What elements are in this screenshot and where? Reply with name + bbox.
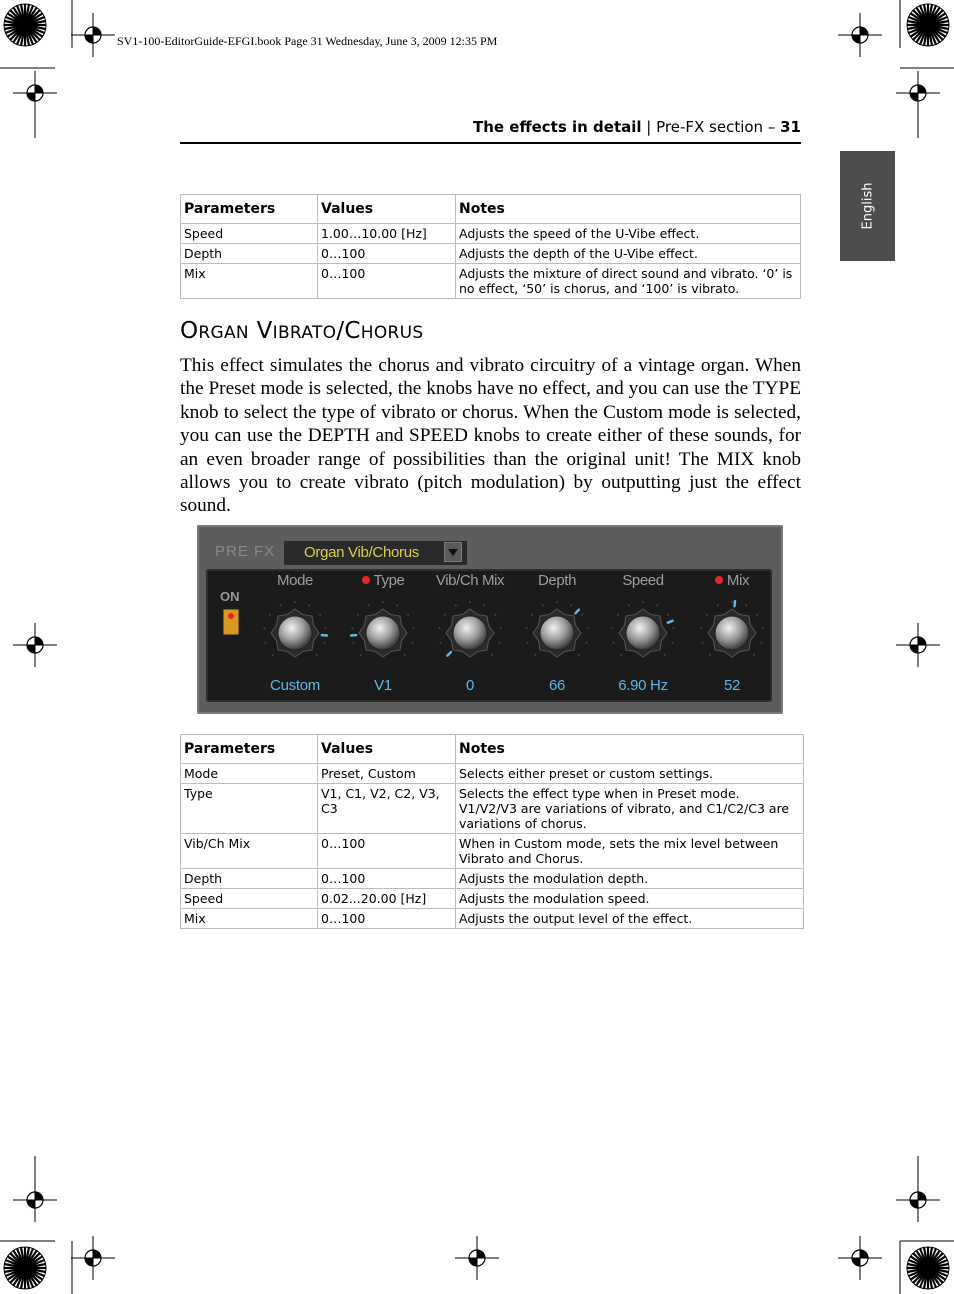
table-cell: Speed — [181, 224, 318, 244]
heading-smallcaps: IBRATO — [272, 323, 337, 343]
knob-value: 0 — [465, 677, 475, 694]
table-cell: 0…100 — [318, 244, 456, 264]
knob-label: Vib/Ch Mix — [435, 572, 505, 589]
knob-value: 6.90 Hz — [618, 677, 668, 694]
organ-vibrato-parameter-table — [180, 734, 804, 929]
knob-speed[interactable] — [608, 598, 678, 668]
table-cell: Adjusts the output level of the effect. — [456, 909, 804, 929]
heading-slash: / — [336, 318, 345, 344]
table-cell: 0…100 — [318, 834, 456, 869]
knob-label: Mix — [687, 572, 777, 589]
knob-vib-ch-mix[interactable] — [435, 598, 505, 668]
table-row — [181, 264, 801, 299]
table-cell: 1.00…10.00 [Hz] — [318, 224, 456, 244]
table-cell: When in Custom mode, sets the mix level between Vibrato and Chorus. — [456, 834, 804, 869]
table-cell: Mix — [181, 909, 318, 929]
table-row — [181, 784, 804, 834]
header-separator: | — [641, 118, 657, 136]
status-led — [362, 576, 370, 584]
column-header: Values — [318, 195, 456, 224]
section-heading — [180, 318, 423, 344]
knob-mode[interactable] — [260, 598, 330, 668]
table-cell: 0…100 — [318, 869, 456, 889]
table-cell: 0…100 — [318, 264, 456, 299]
status-led — [715, 576, 723, 584]
knob-depth[interactable] — [522, 598, 592, 668]
column-header: Parameters — [181, 735, 318, 764]
pre-fx-panel-screenshot — [197, 525, 783, 714]
table-cell: Adjusts the speed of the U-Vibe effect. — [456, 224, 801, 244]
body-paragraph: This effect simulates the chorus and vibrato circuitry of a vintage organ. When the Preset mode is selected, the knobs have no effect, and you can use the TYPE knob to select the type of vibrato or chorus. When the Custom mode is selected, you can use the DEPTH and SPEED knobs to create either of these sounds, for an even broader range of possibilities than the original unit! The MIX knob allows you to create vibrato (pitch modulation) by outputting just the effect sound. — [180, 355, 801, 517]
table-cell: Adjusts the depth of the U-Vibe effect. — [456, 244, 801, 264]
knob-label: Depth — [537, 572, 577, 589]
table-cell: Depth — [181, 244, 318, 264]
table-cell: Preset, Custom — [318, 764, 456, 784]
header-rule — [180, 142, 801, 144]
on-label: ON — [220, 589, 240, 604]
knob-value: Custom — [270, 677, 320, 694]
knob-value: 52 — [723, 677, 741, 694]
knob-mix[interactable] — [697, 598, 767, 668]
language-tab — [840, 151, 895, 261]
table-header-row — [181, 735, 804, 764]
table-row — [181, 889, 804, 909]
table-row — [181, 244, 801, 264]
column-header: Parameters — [181, 195, 318, 224]
uvibe-parameter-table — [180, 194, 801, 299]
print-slug-line: SV1-100-EditorGuide-EFGI.book Page 31 Wednesday, June 3, 2009 12:35 PM — [117, 34, 498, 48]
table-cell: V1, C1, V2, C2, V3, C3 — [318, 784, 456, 834]
on-toggle-button[interactable] — [223, 609, 239, 635]
knob-value: V1 — [374, 677, 392, 694]
effect-selector[interactable]: Organ Vib/Chorus — [284, 541, 467, 565]
table-cell: Adjusts the modulation speed. — [456, 889, 804, 909]
table-row — [181, 224, 801, 244]
table-cell: Adjusts the modulation depth. — [456, 869, 804, 889]
heading-smallcaps: RGAN — [198, 323, 249, 343]
header-subsection: Pre-FX section — [656, 118, 764, 136]
knob-label: Speed — [622, 572, 664, 589]
column-header: Notes — [456, 735, 804, 764]
table-cell: Adjusts the mixture of direct sound and vibrato. ‘0’ is no effect, ‘50’ is chorus, and ‘100’ is vibrato. — [456, 264, 801, 299]
table-cell: 0.02...20.00 [Hz] — [318, 889, 456, 909]
table-cell: Speed — [181, 889, 318, 909]
table-cell: Type — [181, 784, 318, 834]
table-row — [181, 834, 804, 869]
knob-label: Type — [338, 572, 428, 589]
table-cell: Selects either preset or custom settings. — [456, 764, 804, 784]
heading-initial: O — [180, 318, 199, 344]
chevron-down-icon[interactable] — [444, 542, 462, 562]
table-cell: Mode — [181, 764, 318, 784]
pre-fx-topbar — [206, 539, 772, 569]
table-cell: Vib/Ch Mix — [181, 834, 318, 869]
column-header: Notes — [456, 195, 801, 224]
knob-label: Mode — [277, 572, 313, 589]
heading-initial: C — [344, 318, 361, 344]
table-row — [181, 869, 804, 889]
language-tab-label: English — [860, 182, 875, 230]
heading-initial: V — [256, 318, 273, 344]
table-cell: Depth — [181, 869, 318, 889]
table-cell: 0…100 — [318, 909, 456, 929]
table-row — [181, 909, 804, 929]
header-section: The effects in detail — [472, 118, 642, 136]
table-cell: Mix — [181, 264, 318, 299]
header-dash: – — [763, 118, 781, 136]
table-row — [181, 764, 804, 784]
pre-fx-label: PRE FX — [215, 543, 276, 560]
knob-value: 66 — [548, 677, 566, 694]
knob-type[interactable] — [348, 598, 418, 668]
table-header-row — [181, 195, 801, 224]
page-number: 31 — [780, 118, 801, 136]
column-header: Values — [318, 735, 456, 764]
heading-smallcaps: HORUS — [360, 323, 424, 343]
running-header — [180, 118, 801, 136]
table-cell: Selects the effect type when in Preset mode. V1/V2/V3 are variations of vibrato, and C1/C2/C3 are variations of chorus. — [456, 784, 804, 834]
